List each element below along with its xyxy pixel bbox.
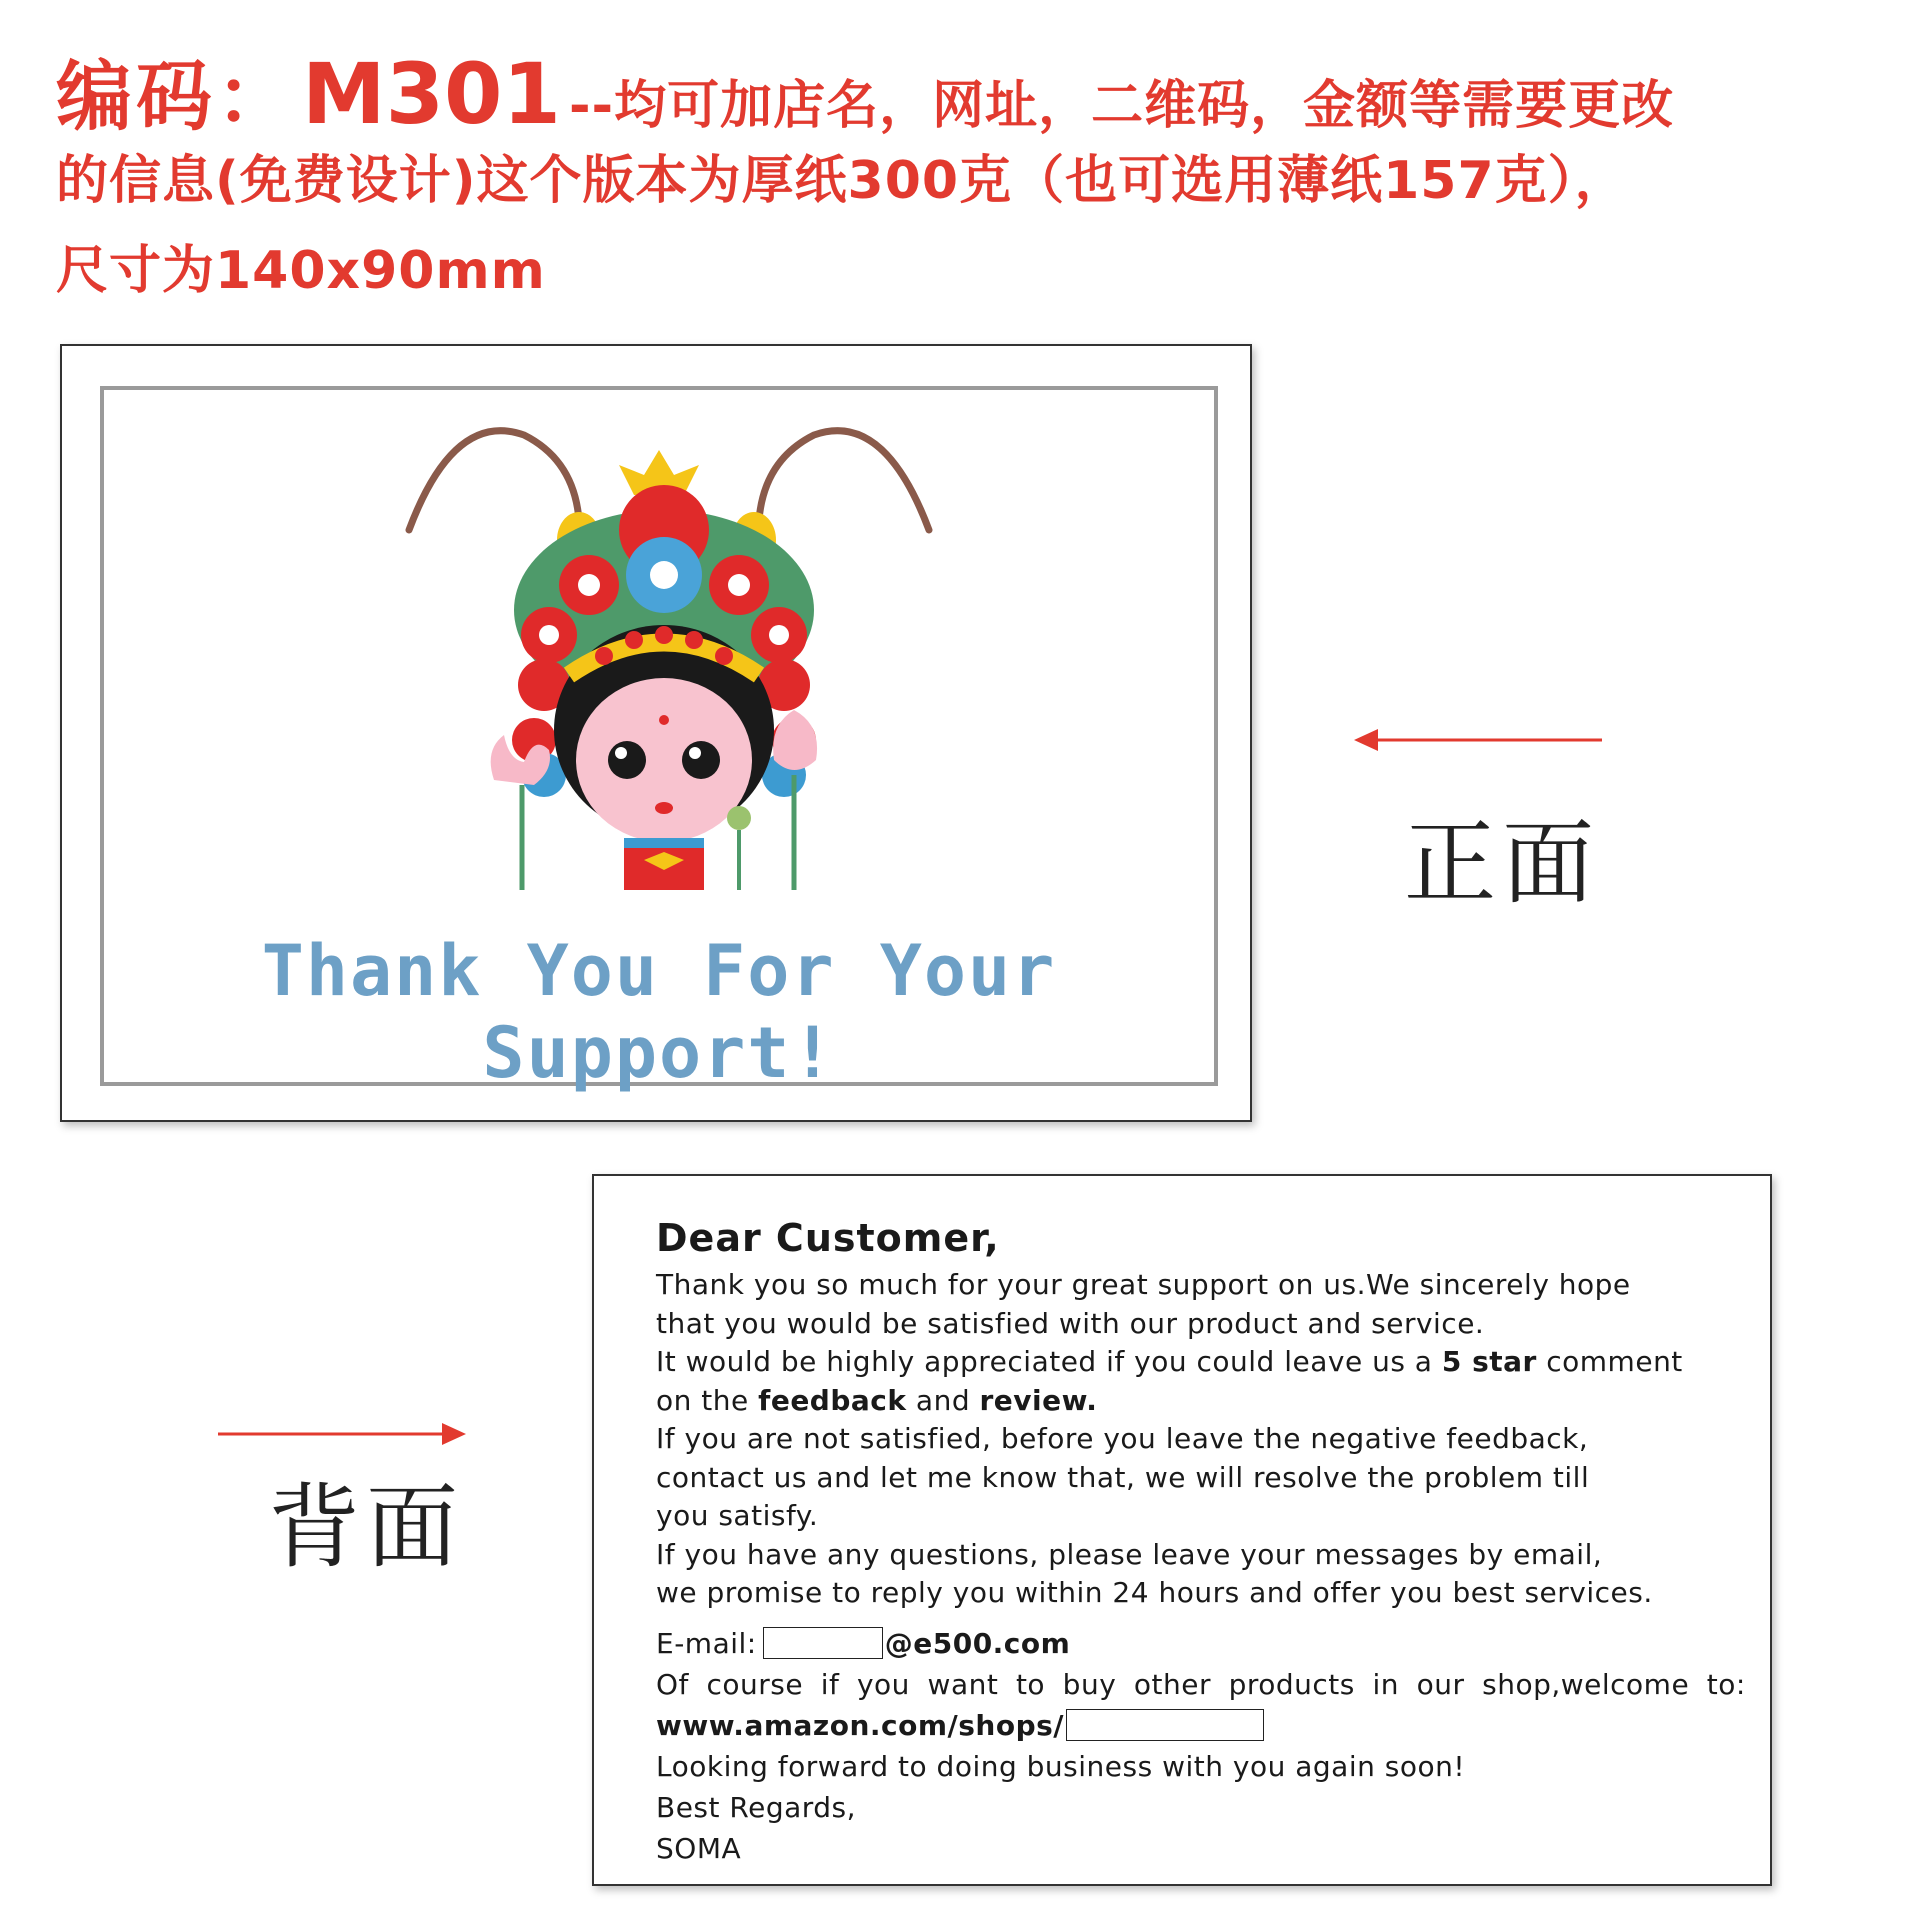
word: buy — [1062, 1667, 1117, 1701]
text-span: It would be highly appreciated if you could leave us a — [656, 1345, 1442, 1378]
shop-url-line — [656, 1705, 1746, 1746]
email-line — [656, 1623, 1746, 1664]
text-line: contact us and let me know that, we will resolve the problem till — [656, 1460, 1590, 1494]
front-card-frame — [100, 386, 1218, 1094]
closing-line: Looking forward to doing business with you again soon! — [656, 1749, 1466, 1783]
word: shop,welcome — [1482, 1667, 1690, 1701]
back-card-content — [656, 1216, 1746, 1869]
word: in — [1372, 1667, 1399, 1701]
text-line: we promise to reply you within 24 hours and offer you best services. — [656, 1576, 1653, 1609]
text-line: If you have any questions, please leave your messages by email, — [656, 1537, 1603, 1571]
product-code: M301 — [302, 45, 561, 143]
product-description-header — [56, 36, 1876, 316]
thank-you-message: Thank You For Your Support! — [261, 930, 1057, 1094]
word: Of — [656, 1667, 689, 1701]
header-note-3: 尺寸为140x90mm — [56, 241, 546, 301]
email-label: E-mail: — [656, 1626, 757, 1660]
text-line: that you would be satisfied with our product and service. — [656, 1306, 1485, 1340]
header-line-1 — [56, 36, 1876, 143]
review-emphasis: review. — [979, 1383, 1098, 1417]
shop-url: www.amazon.com/shops/ — [656, 1708, 1065, 1742]
text-line: If you are not satisfied, before you leave the negative feedback, — [656, 1422, 1589, 1455]
text-line — [656, 1382, 1746, 1421]
word: if — [820, 1667, 840, 1701]
arrow-left-icon — [1354, 727, 1604, 753]
front-side-label: 正面 — [1404, 810, 1601, 917]
word: to — [1015, 1667, 1046, 1701]
text-span: and — [906, 1383, 980, 1417]
peking-opera-girl-illustration — [104, 390, 1214, 890]
back-side-label: 背面 — [268, 1474, 465, 1581]
word: our — [1416, 1667, 1465, 1701]
code-label: 编码： — [56, 52, 296, 141]
paragraph-questions — [656, 1536, 1746, 1613]
word: to: — [1706, 1667, 1746, 1701]
paragraph-unsatisfied — [656, 1420, 1746, 1536]
word: want — [927, 1667, 999, 1701]
text-span: comment — [1536, 1345, 1683, 1378]
greeting: Dear Customer, — [656, 1216, 1000, 1260]
header-note-2: 的信息(免费设计)这个版本为厚纸300克（也可选用薄纸157克）， — [56, 151, 1628, 211]
shop-invite-line — [656, 1664, 1746, 1705]
front-card — [60, 344, 1252, 1122]
text-line — [656, 1343, 1746, 1382]
word: products — [1228, 1667, 1355, 1701]
signature: SOMA — [656, 1831, 742, 1865]
text-span: on the — [656, 1383, 759, 1417]
email-blank-box — [763, 1627, 883, 1659]
paragraph-thanks — [656, 1266, 1746, 1343]
arrow-right-icon — [216, 1421, 466, 1447]
header-note-1: --均可加店名，网址，二维码，金额等需要更改 — [568, 76, 1675, 136]
five-star-emphasis: 5 star — [1441, 1345, 1537, 1378]
shop-blank-box — [1066, 1709, 1264, 1741]
back-card — [592, 1174, 1772, 1886]
word: you — [856, 1667, 910, 1701]
text-line: you satisfy. — [656, 1499, 819, 1532]
feedback-emphasis: feedback — [758, 1383, 907, 1417]
word: course — [706, 1667, 804, 1701]
regards-line: Best Regards, — [656, 1790, 857, 1824]
paragraph-review-request — [656, 1343, 1746, 1420]
word: other — [1133, 1667, 1211, 1701]
text-line: Thank you so much for your great support on us.We sincerely hope — [656, 1268, 1631, 1301]
email-domain: @e500.com — [884, 1626, 1071, 1660]
